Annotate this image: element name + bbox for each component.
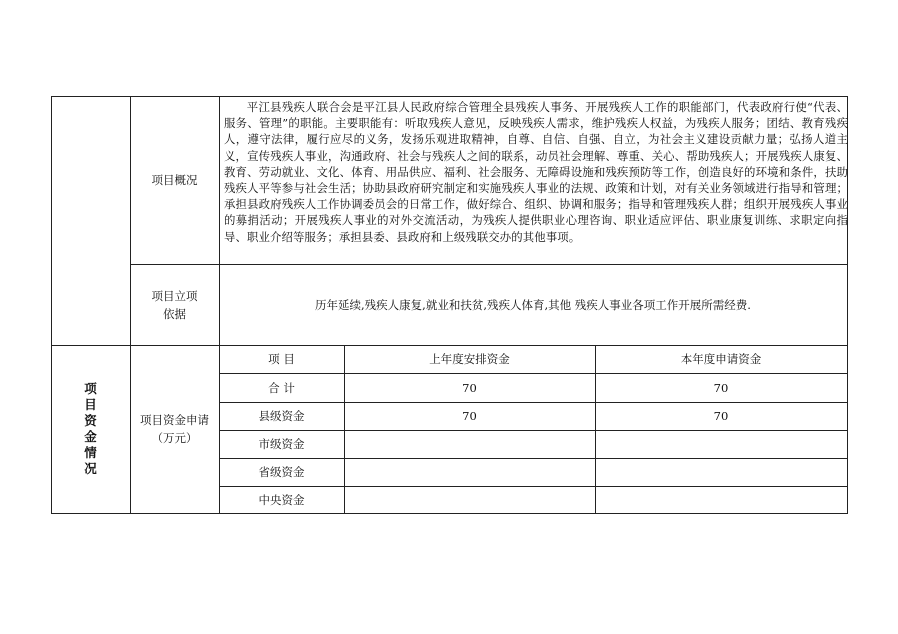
- basis-label-line1: 项目立项: [151, 288, 198, 303]
- row-item: 县级资金: [258, 409, 305, 423]
- funding-apply-label: [130, 345, 219, 513]
- funding-apply-label-line1: 项目资金申请: [140, 413, 209, 427]
- row-last-year: [344, 486, 595, 513]
- row-last-year: 70: [462, 409, 477, 423]
- row-last-year: 70: [462, 380, 477, 395]
- row-last-year: [344, 430, 595, 458]
- funding-apply-label-line2: （万元）: [151, 431, 198, 445]
- basis-label-line2: 依据: [163, 306, 186, 321]
- funding-section-label-text: 项目资金情况: [84, 381, 97, 476]
- overview-text: 平江县残疾人联合会是平江县人民政府综合管理全县残疾人事务、开展残疾人工作的职能部门，代表政府行使“代表、服务、管理”的职能。主要职能有：听取残疾人意见，反映残疾人需求，维护残疾人权益，为残疾人服务；团结、教育残疾人，遵守法律，履行应尽的义务，发扬乐观进取精神，自尊、自信、自强、自立，为社会主义建设贡献力量；弘扬人道主义，宣传残疾人事业，沟通政府、社会与残疾人之间的联系，动员社会理解、尊重、关心、帮助残疾人；开展残疾人康复、教育、劳动就业、文化、体育、用品供应、福利、社会服务、无障碍设施和残疾预防等工作，创造良好的环境和条件，扶助残疾人平等参与社会生活；协助县政府研究制定和实施残疾人事业的法规、政策和计划，对有关业务领域进行指导和管理；承担县政府残疾人工作协调委员会的日常工作，做好综合、组织、协调和服务；指导和管理残疾人群；组织开展残疾人事业的募捐活动；开展残疾人事业的对外交流活动，为残疾人提供职业心理咨询、职业适应评估、职业康复训练、求职定向指导、职业介绍等服务；承担县委、县政府和上级残联交办的其他事项。: [224, 100, 848, 244]
- row-this-year: [595, 458, 847, 486]
- row-item: 省级资金: [258, 465, 305, 479]
- row-item: 合 计: [268, 380, 295, 395]
- basis-label: [130, 264, 219, 345]
- row-item: 中央资金: [258, 492, 305, 507]
- funding-header-last-year: 上年度安排资金: [429, 352, 510, 366]
- row-this-year: 70: [713, 380, 729, 395]
- row-this-year: [595, 486, 847, 513]
- funding-section-label: [51, 345, 130, 513]
- funding-header-this-year: 本年度申请资金: [680, 352, 762, 366]
- row-last-year: [344, 458, 595, 486]
- funding-header-item: 项 目: [268, 352, 295, 366]
- row-this-year: [595, 430, 847, 458]
- row-item: 市级资金: [258, 437, 305, 451]
- row-this-year: 70: [713, 409, 729, 423]
- overview-label: 项目概况: [151, 173, 198, 187]
- basis-text: 历年延续,残疾人康复,就业和扶贫,残疾人体育,其他 残疾人事业各项工作开展所需经费.: [315, 297, 751, 312]
